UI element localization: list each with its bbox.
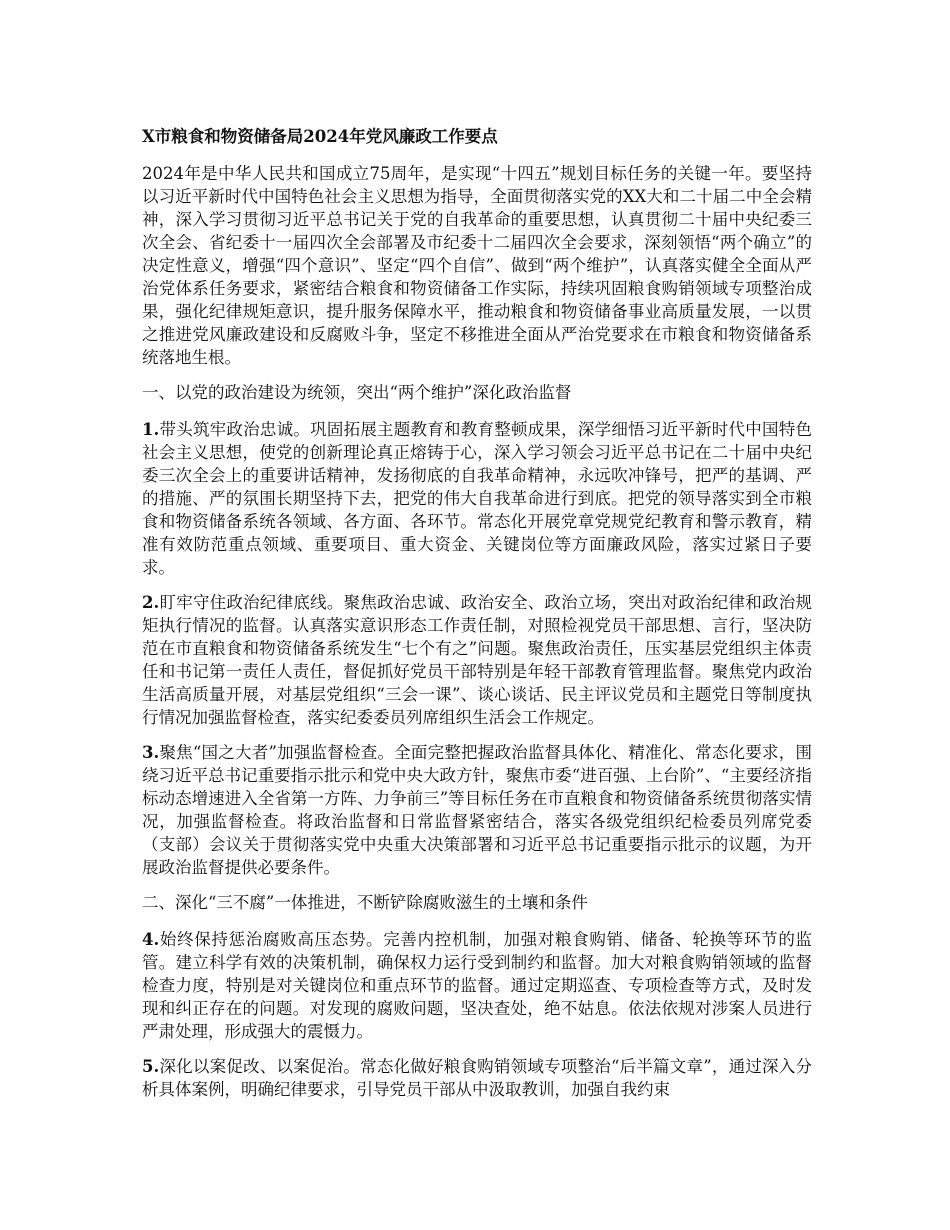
item-paragraph-2 xyxy=(142,591,812,729)
section-heading-2: 二、深化“三不腐”一体推进，不断铲除腐败滋生的土壤和条件 xyxy=(142,893,588,912)
item-number: 2. xyxy=(142,593,160,612)
item-paragraph-5 xyxy=(142,1055,812,1101)
item-number: 1. xyxy=(142,420,160,439)
item-paragraph-3 xyxy=(142,741,812,879)
item-paragraph-4 xyxy=(142,928,812,1043)
item-text: 盯牢守住政治纪律底线。聚焦政治忠诚、政治安全、政治立场，突出对政治纪律和政治规矩执行情况的监督。认真落实意识形态工作责任制，对照检视党员干部思想、言行，坚决防范在市直粮食和物资储备系统发生“七个有之”问题。聚焦政治责任，压实基层党组织主体责任和书记第一责任人责任，督促抓好党员干部特别是年轻干部教育管理监督。聚焦党内政治生活高质量开展，对基层党组织“三会一课”、谈心谈话、民主评议党员和主题党日等制度执行情况加强监督检查，落实纪委委员列席组织生活会工作规定。 xyxy=(142,593,812,727)
intro-paragraph: 2024年是中华人民共和国成立75周年，是实现“十四五”规划目标任务的关键一年。要坚持以习近平新时代中国特色社会主义思想为指导，全面贯彻落实党的XX大和二十届二中全会精神，深入学习贯彻习近平总书记关于党的自我革命的重要思想，认真贯彻二十届中央纪委三次全会、省纪委十一届四次全会部署及市纪委十二届四次全会要求，深刻领悟“两个确立”的决定性意义，增强“四个意识”、坚定“四个自信”、做到“两个维护”，认真落实健全全面从严治党体系任务要求，紧密结合粮食和物资储备工作实际，持续巩固粮食购销领域专项整治成果，强化纪律规矩意识，提升服务保障水平，推动粮食和物资储备事业高质量发展，一以贯之推进党风廉政建设和反腐败斗争，坚定不移推进全面从严治党要求在市粮食和物资储备系统落地生根。 xyxy=(142,164,812,367)
item-text: 带头筑牢政治忠诚。巩固拓展主题教育和教育整顿成果，深学细悟习近平新时代中国特色社会主义思想，使党的创新理论真正熔铸于心，深入学习领会习近平总书记在二十届中央纪委三次全会上的重要讲话精神，发扬彻底的自我革命精神，永远吹冲锋号，把严的基调、严的措施、严的氛围长期坚持下去，把党的伟大自我革命进行到底。把党的领导落实到全市粮食和物资储备系统各领域、各方面、各环节。常态化开展党章党规党纪教育和警示教育，精准有效防范重点领域、重要项目、重大资金、关键岗位等方面廉政风险，落实过紧日子要求。 xyxy=(142,420,812,577)
item-text: 深化以案促改、以案促治。常态化做好粮食购销领域专项整治“后半篇文章”，通过深入分析具体案例，明确纪律要求，引导党员干部从中汲取教训，加强自我约束 xyxy=(142,1057,812,1099)
item-text: 始终保持惩治腐败高压态势。完善内控机制，加强对粮食购销、储备、轮换等环节的监管。建立科学有效的决策机制，确保权力运行受到制约和监督。加大对粮食购销领域的监督检查力度，特别是对关键岗位和重点环节的监督。通过定期巡查、专项检查等方式，及时发现和纠正存在的问题。对发现的腐败问题，坚决查处，绝不姑息。依法依规对涉案人员进行严肃处理，形成强大的震慑力。 xyxy=(142,930,812,1041)
document-title: X市粮食和物资储备局2024年党风廉政工作要点 xyxy=(142,127,498,146)
item-number: 3. xyxy=(142,743,160,762)
item-text: 聚焦“国之大者”加强监督检查。全面完整把握政治监督具体化、精准化、常态化要求，围绕习近平总书记重要指示批示和党中央大政方针，聚焦市委“进百强、上台阶”、“主要经济指标动态增速进入全省第一方阵、力争前三”等目标任务在市直粮食和物资储备系统贯彻落实情况，加强监督检查。将政治监督和日常监督紧密结合，落实各级党组织纪检委员列席党委（支部）会议关于贯彻落实党中央重大决策部署和习近平总书记重要指示批示的议题，为开展政治监督提供必要条件。 xyxy=(142,743,812,877)
section-heading-1: 一、以党的政治建设为统领，突出“两个维护”深化政治监督 xyxy=(142,383,572,402)
item-number: 4. xyxy=(142,930,160,949)
item-paragraph-1 xyxy=(142,418,812,579)
item-number: 5. xyxy=(142,1057,160,1076)
